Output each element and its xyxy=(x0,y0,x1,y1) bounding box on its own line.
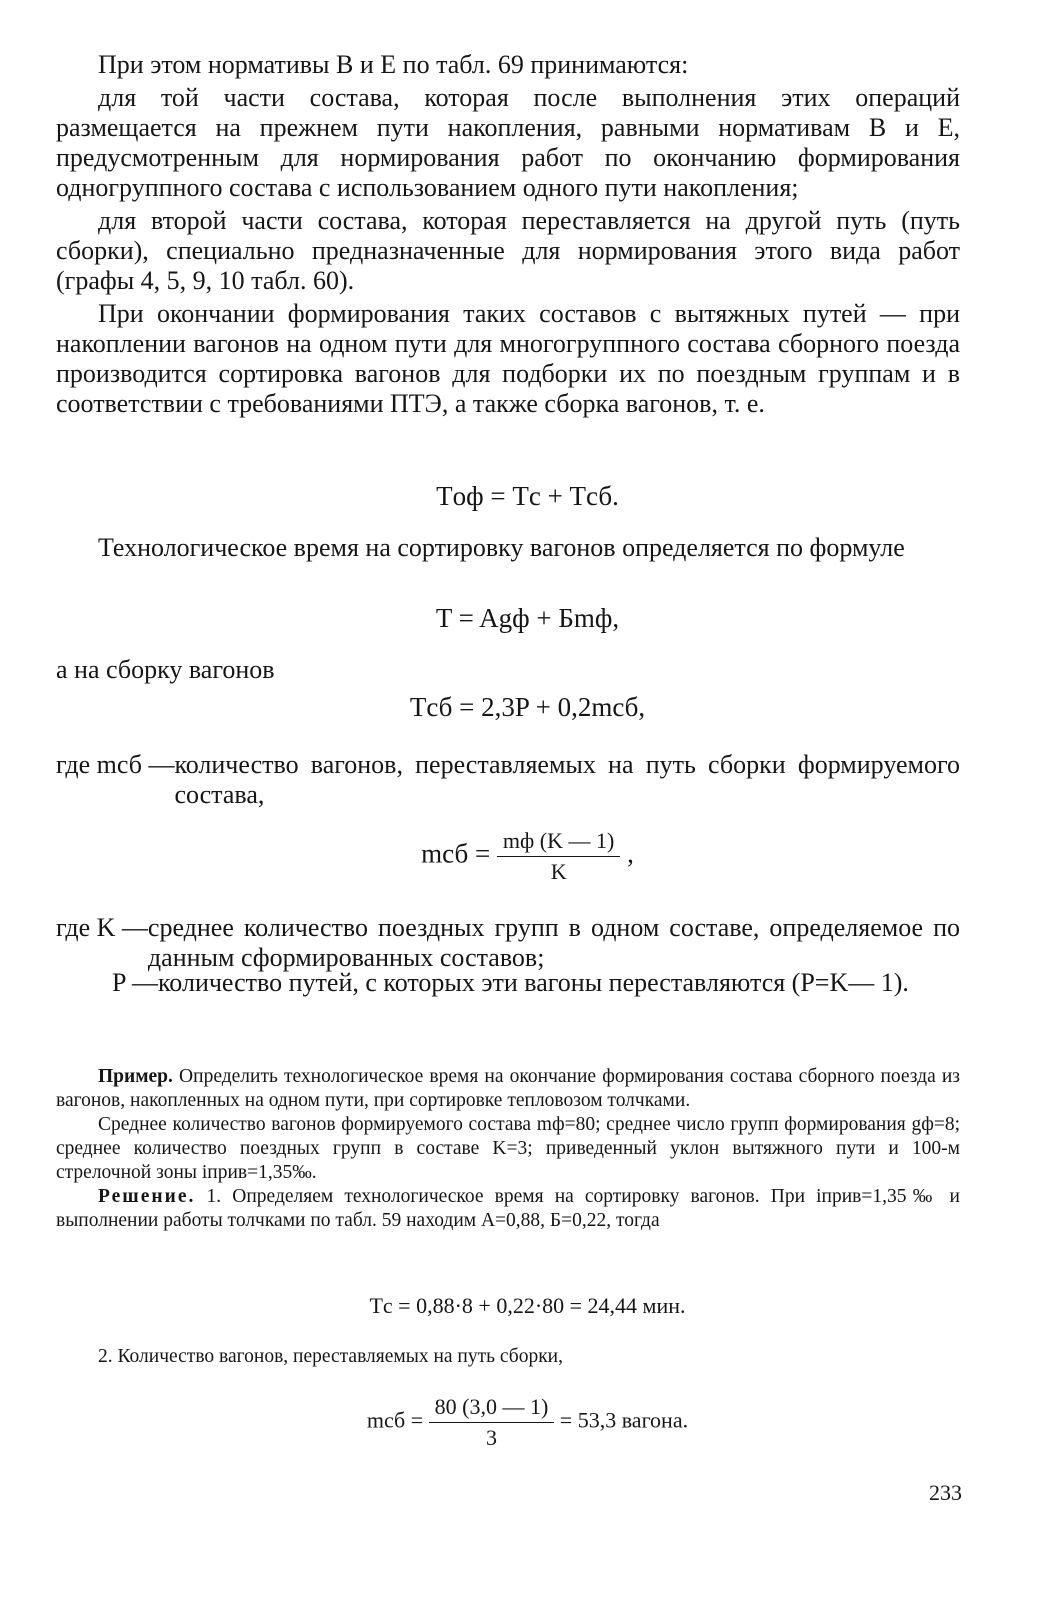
example-text: Определить технологическое время на окончание формирования состава сборного поезда из вагонов, накопленных на одном пути, при сортировке тепловозом толчками. xyxy=(56,1066,960,1111)
formula-msb-calc xyxy=(0,1392,1055,1453)
definition-term: где mсб — xyxy=(56,750,175,779)
fraction-denominator: 3 xyxy=(485,1425,497,1450)
formula-lhs: mсб = xyxy=(421,838,491,869)
definition-text: количество вагонов, переставляемых на путь сборки формируемого состава, xyxy=(174,750,960,809)
formula-sorting-calc: Tс = 0,88·8 + 0,22·80 = 24,44 мин. xyxy=(369,1293,686,1318)
paragraph: а на сборку вагонов xyxy=(56,655,275,684)
assembly-text xyxy=(56,655,960,685)
example-label: Пример. xyxy=(98,1066,173,1087)
solution-label: Решение. xyxy=(98,1186,196,1207)
formula-tail: , xyxy=(627,838,634,869)
paragraph: для второй части состава, которая переставляется на другой путь (путь сборки), специально предназначенные для нормирования этого вида работ (графы 4, 5, 9, 10 табл. 60). xyxy=(56,206,960,295)
example-solution xyxy=(56,1185,960,1233)
definition-term: P — xyxy=(112,968,158,997)
formula-assembly-time: Tсб = 2,3P + 0,2mсб, xyxy=(409,692,646,722)
formula-tail: = 53,3 вагона. xyxy=(559,1407,689,1433)
example-task xyxy=(56,1065,960,1113)
definition-term: где K — xyxy=(56,913,148,942)
paragraph: Технологическое время на сортировку вагонов определяется по формуле xyxy=(98,533,905,562)
definition-text: количество путей, с которых эти вагоны переставляются (P=K— 1). xyxy=(158,968,909,997)
definition-text: среднее количество поездных групп в одном составе, определяемое по данным сформированных составов; xyxy=(147,913,960,972)
paragraph: 2. Количество вагонов, переставляемых на путь сборки, xyxy=(98,1346,563,1367)
formula-sorting-time: T = Agф + Бmф, xyxy=(435,603,620,633)
paragraph: для той части состава, которая после выполнения этих операций размещается на прежнем пути накопления, равными нормативам В и Е, предусмотренным для нормирования работ по окончанию формирования одногруппного состава с использованием одного пути накопления; xyxy=(56,83,960,202)
formula-total-time: Tоф = Tс + Tсб. xyxy=(436,481,619,511)
solution-text: 1. Определяем технологическое время на сортировку вагонов. При iприв=1,35‰ и выполнении работы толчками по табл. 59 находим А=0,88, Б=0,22, тогда xyxy=(56,1186,960,1231)
sorting-text xyxy=(56,533,960,563)
fraction xyxy=(429,1392,555,1453)
page-number: 233 xyxy=(929,1480,962,1505)
paragraph: При этом нормативы В и Е по табл. 69 принимаются: xyxy=(98,50,689,79)
example-given: Среднее количество вагонов формируемого состава mф=80; среднее число групп формирования gф=8; среднее количество поездных групп в составе K=3; приведенный уклон вытяжного пути и 100-м стрелочной зоны iприв=1,35‰. xyxy=(56,1114,960,1183)
example-block xyxy=(56,1065,960,1233)
fraction-numerator: 80 (3,0 — 1) xyxy=(429,1392,555,1423)
formula-msb xyxy=(0,826,1055,887)
formula-lhs: mсб = xyxy=(366,1407,424,1433)
fraction xyxy=(497,826,620,887)
paragraph: При окончании формирования таких составов с вытяжных путей — при накоплении вагонов на одном пути для многогруппного состава сборного поезда производится сортировка вагонов для подборки их по поездным группам и в соответствии с требованиями ПТЭ, а также сборка вагонов, т. е. xyxy=(56,299,960,418)
definition-p xyxy=(112,968,960,998)
definition-msb xyxy=(56,750,960,810)
fraction-denominator: K xyxy=(550,859,567,884)
definition-k xyxy=(56,913,960,973)
step-two xyxy=(56,1345,960,1369)
fraction-numerator: mф (K — 1) xyxy=(497,826,620,857)
intro-text xyxy=(56,50,960,419)
